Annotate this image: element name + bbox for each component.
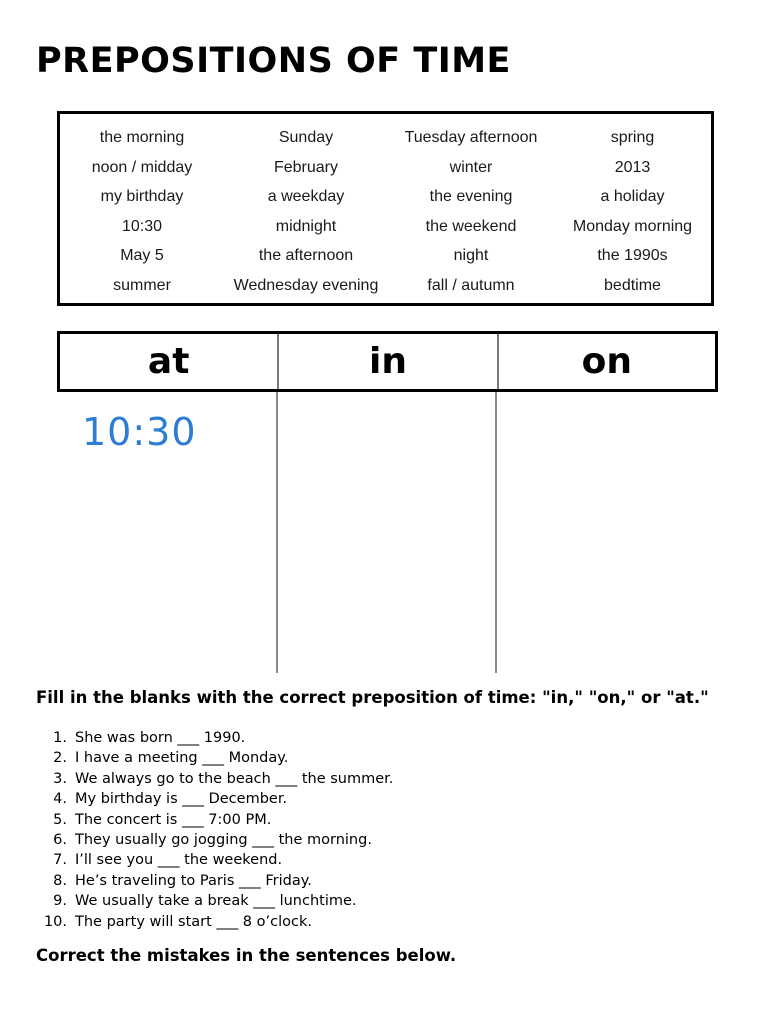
word-bank-item: my birthday bbox=[100, 188, 184, 206]
exercise-item bbox=[36, 912, 393, 932]
word-bank-item: February bbox=[273, 158, 339, 176]
word-bank-item: noon / midday bbox=[91, 158, 193, 176]
exercise-text: We usually take a break ___ lunchtime. bbox=[75, 893, 357, 910]
word-bank-item: Tuesday afternoon bbox=[404, 129, 538, 146]
word-bank-item: 10:30 bbox=[121, 217, 163, 235]
exercise-number-gap bbox=[67, 850, 75, 870]
column-divider-1 bbox=[276, 392, 278, 673]
word-bank-item: fall / autumn bbox=[427, 276, 515, 294]
section-title: Correct the mistakes in the sentences below. bbox=[36, 946, 457, 965]
word-bank-item: the evening bbox=[429, 188, 513, 206]
exercise-text: He’s traveling to Paris ___ Friday. bbox=[75, 872, 312, 889]
exercise-list bbox=[36, 728, 393, 932]
exercise-item bbox=[36, 748, 393, 768]
exercise-number-gap bbox=[67, 830, 75, 850]
word-bank-item: bedtime bbox=[604, 276, 661, 294]
word-bank-item: Sunday bbox=[278, 129, 334, 146]
exercise-text: We always go to the beach ___ the summer. bbox=[75, 770, 394, 787]
exercise-number-gap bbox=[67, 912, 75, 932]
word-bank-item: a holiday bbox=[600, 188, 665, 206]
exercise-item bbox=[36, 850, 393, 870]
word-bank-grid bbox=[60, 123, 711, 301]
word-bank-item: the morning bbox=[99, 129, 185, 146]
exercise-number-gap bbox=[67, 728, 75, 748]
column-header-in: in bbox=[277, 334, 496, 389]
sort-table-header bbox=[57, 331, 718, 392]
exercise-number: 4. bbox=[53, 791, 67, 808]
exercise-text: I have a meeting ___ Monday. bbox=[75, 750, 289, 767]
exercise-item bbox=[36, 728, 393, 748]
exercise-item bbox=[36, 830, 393, 850]
exercise-number: 5. bbox=[53, 811, 67, 828]
exercise-item bbox=[36, 810, 393, 830]
exercise-number-gap bbox=[67, 871, 75, 891]
exercise-number: 8. bbox=[53, 872, 67, 889]
exercise-number: 9. bbox=[53, 893, 67, 910]
exercise-number-gap bbox=[67, 769, 75, 789]
column-divider-2 bbox=[495, 392, 497, 673]
exercise-number: 3. bbox=[53, 770, 67, 787]
exercise-item bbox=[36, 871, 393, 891]
exercise-text: My birthday is ___ December. bbox=[75, 791, 288, 808]
word-bank-item: May 5 bbox=[120, 247, 164, 265]
exercise-number: 6. bbox=[53, 831, 67, 848]
exercise-number: 10. bbox=[43, 913, 67, 930]
exercise-number-gap bbox=[67, 789, 75, 809]
exercise-number-gap bbox=[67, 891, 75, 911]
word-bank-item: spring bbox=[610, 129, 655, 146]
word-bank-box bbox=[57, 111, 714, 306]
exercise-number-gap bbox=[67, 810, 75, 830]
exercise-item bbox=[36, 891, 393, 911]
word-bank-item: Monday morning bbox=[572, 217, 693, 235]
exercise-item bbox=[36, 789, 393, 809]
word-bank-item: the afternoon bbox=[258, 247, 354, 265]
word-bank-item: 2013 bbox=[614, 158, 651, 176]
word-bank-item: a weekday bbox=[267, 188, 345, 206]
column-header-at: at bbox=[147, 341, 190, 382]
word-bank-item: summer bbox=[113, 276, 171, 294]
exercise-text: They usually go jogging ___ the morning. bbox=[75, 831, 372, 848]
word-bank-item: winter bbox=[449, 158, 493, 176]
word-bank-item: night bbox=[453, 247, 489, 265]
exercise-item bbox=[36, 769, 393, 789]
word-bank-item: Wednesday evening bbox=[233, 276, 379, 294]
exercise-number: 1. bbox=[53, 730, 67, 746]
exercise-number-gap bbox=[67, 748, 75, 768]
exercise-text: The party will start ___ 8 o’clock. bbox=[75, 913, 312, 930]
exercise-number: 7. bbox=[53, 852, 67, 869]
instructions: Fill in the blanks with the correct preposition of time: "in," "on," or "at." bbox=[36, 688, 709, 707]
page-title: PREPOSITIONS OF TIME bbox=[36, 41, 511, 81]
exercise-text: She was born ___ 1990. bbox=[75, 730, 246, 746]
word-bank-item: midnight bbox=[275, 217, 337, 235]
column-header-on: on bbox=[497, 334, 715, 389]
handwritten-answer: 10:30 bbox=[82, 410, 197, 454]
exercise-text: The concert is ___ 7:00 PM. bbox=[75, 811, 272, 828]
word-bank-item: the weekend bbox=[425, 217, 517, 235]
exercise-text: I’ll see you ___ the weekend. bbox=[75, 852, 283, 869]
exercise-number: 2. bbox=[53, 750, 67, 767]
word-bank-item: the 1990s bbox=[597, 247, 668, 265]
